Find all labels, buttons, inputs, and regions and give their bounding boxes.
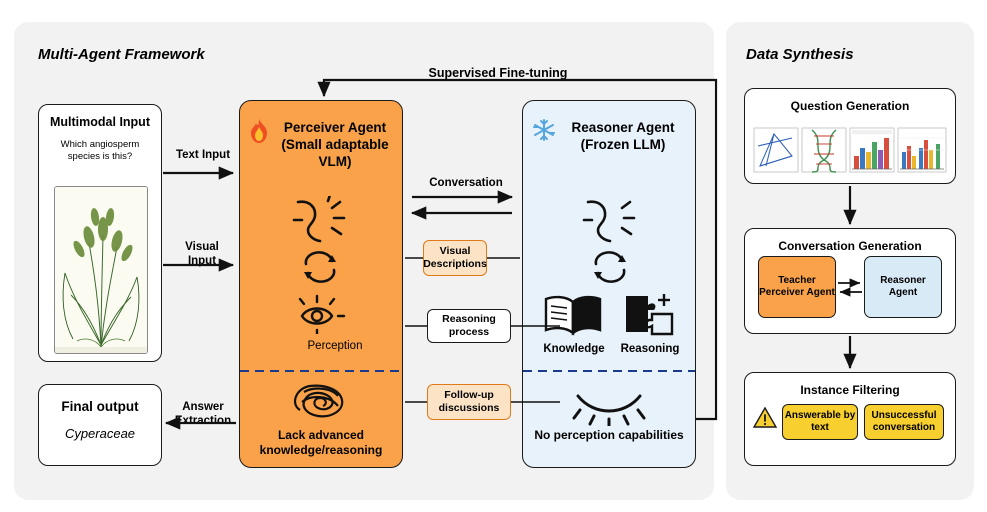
perception-label: Perception [307,340,363,352]
reasoning-puzzle-icon [622,292,676,343]
unsuccessful-conversation-tag: Unsuccessful conversation [864,404,944,440]
final-output-card [38,384,162,466]
perceiver-scribble-icon [288,380,354,427]
data-synthesis-title: Data Synthesis [746,46,854,63]
reasoning-label: Reasoning [620,343,680,355]
supervised-fine-tuning-label: Supervised Fine-tuning [428,66,568,80]
answer-extraction-label: Answer Extraction [174,401,232,428]
perceiver-limitation-label: Lack advanced knowledge/reasoning [259,428,383,457]
knowledge-label: Knowledge [543,343,605,355]
reasoner-agent-title: Reasoner Agent (Frozen LLM) [571,120,675,152]
multimodal-input-title: Multimodal Input [50,115,150,129]
perceiver-refresh-icon [300,250,340,289]
answerable-by-text-tag: Answerable by text [782,404,858,440]
reasoner-face-icon [578,196,642,255]
perceiver-agent-title: Perceiver Agent (Small adaptable VLM) [281,120,389,169]
snowflake-icon [532,118,556,146]
flame-icon [248,118,270,148]
visual-input-label: Visual Input [185,241,219,268]
perceiver-eye-icon [292,294,350,339]
question-generation-title: Question Generation [790,99,910,113]
final-output-title: Final output [61,399,139,414]
text-input-label: Text Input [175,149,231,161]
teacher-perceiver-agent-box: Teacher Perceiver Agent [758,256,836,318]
question-generation-thumbnails [752,126,948,179]
visual-descriptions-box: Visual Descriptions [423,240,487,276]
multimodal-input-question: Which angiosperm species is this? [60,138,140,162]
reasoner-agent-box: Reasoner Agent [864,256,942,318]
instance-filtering-title: Instance Filtering [800,383,900,397]
reasoning-process-box: Reasoning process [427,309,511,343]
follow-up-discussions-box: Follow-up discussions [427,384,511,420]
warning-triangle-icon [752,406,778,435]
reasoner-limitation-label: No perception capabilities [534,428,684,442]
conversation-generation-title: Conversation Generation [778,239,922,253]
knowledge-book-icon [542,292,604,343]
plant-illustration [54,186,148,354]
conversation-label: Conversation [429,177,503,189]
multi-agent-framework-title: Multi-Agent Framework [38,46,205,63]
perceiver-face-icon [288,196,352,255]
reasoner-refresh-icon [590,250,630,289]
final-output-value: Cyperaceae [64,426,136,441]
closed-eye-icon [570,388,648,431]
